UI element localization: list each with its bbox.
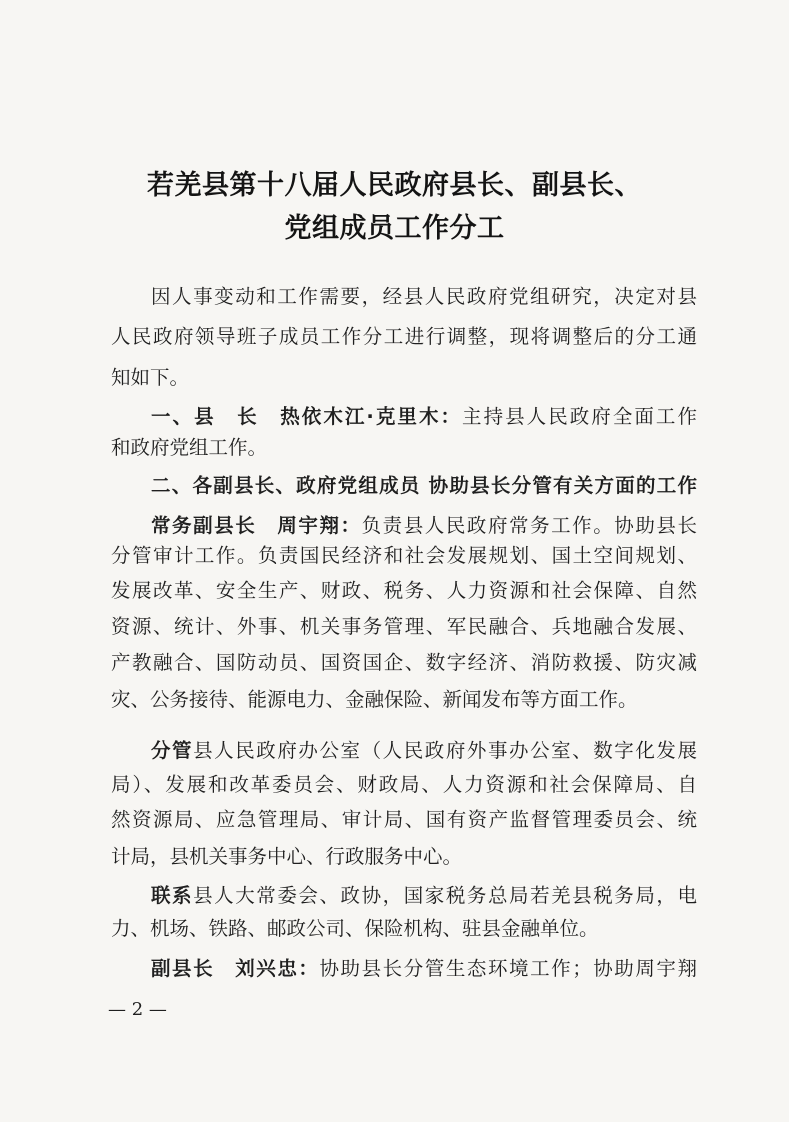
document-title-line-1: 若羌县第十八届人民政府县长、副县长、 (147, 170, 642, 201)
fuxianzhang-label: 副县长 刘兴忠： (151, 957, 320, 980)
intro-line-2: 人民政府领导班子成员工作分工进行调整，现将调整后的分工通 (111, 325, 697, 348)
lianxi-label: 联系 (151, 884, 194, 907)
changwu-line-6: 灾、公务接待、能源电力、金融保险、新闻发布等方面工作。 (111, 688, 638, 711)
fuxianzhang-line-1 (151, 957, 697, 981)
page-number: — 2 — (108, 999, 167, 1020)
fenguan-line-1 (151, 739, 697, 763)
intro-line-3: 知如下。 (111, 366, 190, 389)
changwu-line-4: 资源、统计、外事、机关事务管理、军民融合、兵地融合发展、 (111, 615, 697, 638)
section1-heading: 一、县 长 热依木江·克里木： (151, 405, 463, 428)
fenguan-line-4: 计局，县机关事务中心、行政服务中心。 (111, 845, 463, 868)
fenguan-label: 分管 (151, 739, 194, 762)
changwu-line-3: 发展改革、安全生产、财政、税务、人力资源和社会保障、自然 (111, 579, 697, 602)
changwu-line-1 (151, 514, 697, 538)
intro-line-1: 因人事变动和工作需要，经县人民政府党组研究，决定对县 (151, 285, 697, 308)
changwu-label: 常务副县长 周宇翔： (151, 514, 362, 537)
lianxi-line-2: 力、机场、铁路、邮政公司、保险机构、驻县金融单位。 (111, 917, 599, 940)
section1-line-1 (151, 405, 697, 429)
fuxianzhang-text: 协助县长分管生态环境工作；协助周宇翔 (319, 957, 697, 980)
section1-text: 主持县人民政府全面工作 (462, 405, 697, 428)
lianxi-line-1 (151, 884, 697, 908)
changwu-line-5: 产教融合、国防动员、国资国企、数字经济、消防救援、防灾减 (111, 651, 697, 674)
changwu-text: 负责县人民政府常务工作。协助县长 (361, 514, 697, 537)
fenguan-line-2: 局）、发展和改革委员会、财政局、人力资源和社会保障局、自 (111, 773, 697, 796)
section1-line-2: 和政府党组工作。 (111, 436, 268, 459)
fenguan-text: 县人民政府办公室（人民政府外事办公室、数字化发展 (193, 739, 697, 762)
document-title-line-2: 党组成员工作分工 (284, 213, 505, 244)
fenguan-line-3: 然资源局、应急管理局、审计局、国有资产监督管理委员会、统 (111, 808, 697, 831)
changwu-line-2: 分管审计工作。负责国民经济和社会发展规划、国土空间规划、 (111, 544, 697, 567)
section2-heading: 二、各副县长、政府党组成员 协助县长分管有关方面的工作 (151, 474, 697, 497)
lianxi-text: 县人大常委会、政协，国家税务总局若羌县税务局，电 (193, 884, 697, 907)
